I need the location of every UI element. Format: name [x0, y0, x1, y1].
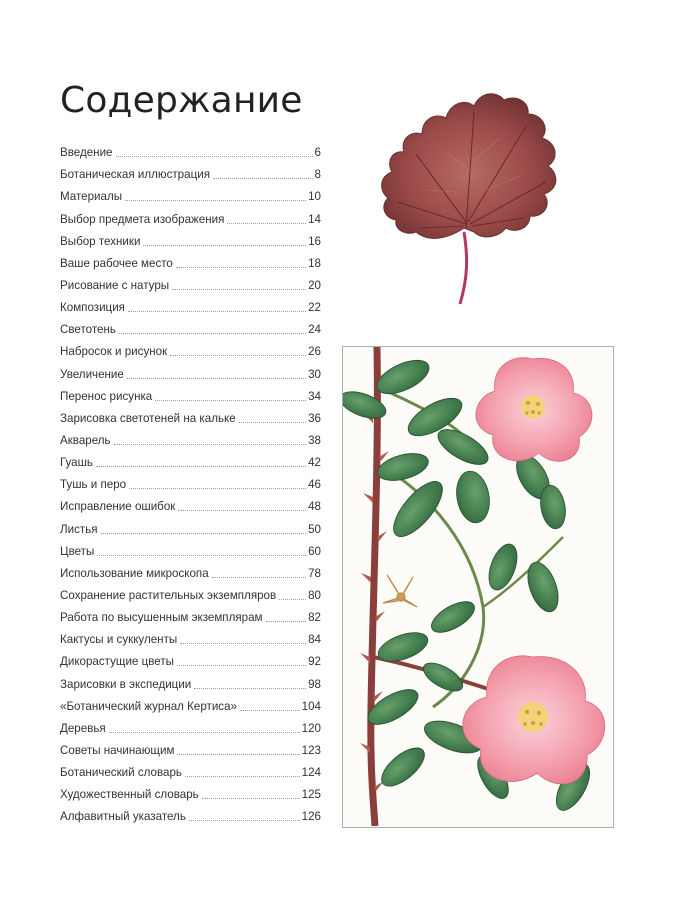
- toc-dot-leader: [96, 466, 306, 467]
- toc-entry-page: 84: [308, 633, 321, 647]
- toc-entry: [60, 692, 321, 714]
- toc-entry: [60, 227, 321, 249]
- rose-illustration-frame: [342, 346, 614, 828]
- toc-entry-title: Набросок и рисунок: [60, 345, 168, 359]
- toc-entry: [60, 714, 321, 736]
- toc-dot-leader: [178, 510, 306, 511]
- toc-dot-leader: [129, 488, 306, 489]
- toc-entry-title: Выбор предмета изображения: [60, 212, 225, 226]
- toc-entry-title: Перенос рисунка: [60, 389, 153, 403]
- toc-dot-leader: [194, 688, 306, 689]
- toc-entry: [60, 581, 321, 603]
- toc-entry-page: 10: [308, 190, 321, 204]
- toc-entry-title: Светотень: [60, 323, 116, 337]
- toc-entry-page: 104: [301, 699, 321, 713]
- toc-entry-page: 124: [301, 766, 321, 780]
- heuchera-leaf-icon: [376, 72, 572, 308]
- toc-entry-page: 22: [308, 301, 321, 315]
- toc-dot-leader: [101, 533, 307, 534]
- toc-entry-title: Акварель: [60, 433, 111, 447]
- toc-entry: [60, 448, 321, 470]
- toc-entry-title: Тушь и перо: [60, 478, 127, 492]
- toc-dot-leader: [127, 378, 306, 379]
- toc-dot-leader: [116, 156, 313, 157]
- toc-entry-title: Листья: [60, 522, 98, 536]
- toc-dot-leader: [170, 355, 306, 356]
- toc-entry-title: Кактусы и суккуленты: [60, 633, 178, 647]
- toc-dot-leader: [155, 400, 306, 401]
- toc-entry-page: 38: [308, 433, 321, 447]
- toc-entry-page: 6: [314, 146, 321, 160]
- toc-entry: [60, 669, 321, 691]
- page-title: Содержание: [60, 80, 303, 121]
- toc-entry: [60, 537, 321, 559]
- toc-entry-title: «Ботанический журнал Кертиса»: [60, 699, 237, 713]
- toc-entry-title: Композиция: [60, 301, 125, 315]
- toc-entry: [60, 802, 321, 824]
- toc-entry: [60, 780, 321, 802]
- toc-dot-leader: [239, 422, 306, 423]
- toc-entry: [60, 382, 321, 404]
- toc-dot-leader: [177, 665, 306, 666]
- toc-dot-leader: [279, 599, 306, 600]
- toc-entry-title: Выбор техники: [60, 234, 141, 248]
- toc-dot-leader: [114, 444, 306, 445]
- toc-entry: [60, 404, 321, 426]
- toc-entry-title: Деревья: [60, 721, 106, 735]
- table-of-contents: [60, 138, 321, 824]
- toc-entry: [60, 559, 321, 581]
- toc-entry: [60, 603, 321, 625]
- toc-entry-page: 125: [301, 788, 321, 802]
- toc-entry-title: Материалы: [60, 190, 123, 204]
- toc-entry: [60, 138, 321, 160]
- toc-entry-page: 98: [308, 677, 321, 691]
- toc-entry: [60, 492, 321, 514]
- toc-entry-page: 24: [308, 323, 321, 337]
- toc-entry: [60, 426, 321, 448]
- toc-entry-page: 123: [301, 743, 321, 757]
- toc-entry-page: 126: [301, 810, 321, 824]
- toc-entry: [60, 359, 321, 381]
- toc-entry: [60, 470, 321, 492]
- toc-entry-page: 16: [308, 234, 321, 248]
- toc-entry-page: 120: [301, 721, 321, 735]
- toc-entry-title: Ботаническая иллюстрация: [60, 168, 210, 182]
- toc-entry: [60, 736, 321, 758]
- toc-dot-leader: [227, 223, 306, 224]
- toc-entry-page: 78: [308, 566, 321, 580]
- toc-dot-leader: [185, 776, 300, 777]
- toc-entry-page: 18: [308, 256, 321, 270]
- toc-entry-title: Художественный словарь: [60, 788, 199, 802]
- toc-entry-page: 30: [308, 367, 321, 381]
- toc-entry: [60, 758, 321, 780]
- toc-entry-title: Зарисовка светотеней на кальке: [60, 411, 236, 425]
- toc-dot-leader: [213, 178, 313, 179]
- leaf-illustration: [376, 72, 572, 308]
- toc-entry: [60, 647, 321, 669]
- toc-dot-leader: [177, 754, 299, 755]
- toc-dot-leader: [176, 267, 306, 268]
- toc-dot-leader: [202, 798, 300, 799]
- toc-entry-title: Увеличение: [60, 367, 124, 381]
- toc-entry-page: 60: [308, 544, 321, 558]
- toc-entry: [60, 271, 321, 293]
- toc-dot-leader: [172, 289, 306, 290]
- toc-entry-page: 8: [314, 168, 321, 182]
- toc-dot-leader: [212, 577, 306, 578]
- toc-entry: [60, 160, 321, 182]
- toc-dot-leader: [109, 732, 300, 733]
- toc-entry-page: 36: [308, 411, 321, 425]
- toc-entry: [60, 315, 321, 337]
- toc-entry-title: Дикорастущие цветы: [60, 655, 174, 669]
- toc-dot-leader: [189, 820, 300, 821]
- toc-entry-page: 46: [308, 478, 321, 492]
- toc-entry-page: 34: [308, 389, 321, 403]
- toc-dot-leader: [143, 245, 306, 246]
- toc-dot-leader: [180, 643, 306, 644]
- toc-dot-leader: [97, 555, 306, 556]
- toc-entry-title: Гуашь: [60, 456, 93, 470]
- toc-entry-title: Использование микроскопа: [60, 566, 209, 580]
- toc-entry-title: Зарисовки в экспедиции: [60, 677, 192, 691]
- toc-entry-page: 92: [308, 655, 321, 669]
- toc-entry-title: Работа по высушенным экземплярам: [60, 611, 263, 625]
- toc-entry: [60, 293, 321, 315]
- toc-entry-page: 82: [308, 611, 321, 625]
- toc-entry-title: Введение: [60, 146, 113, 160]
- toc-entry-title: Ваше рабочее место: [60, 256, 173, 270]
- toc-dot-leader: [266, 621, 307, 622]
- toc-entry-title: Советы начинающим: [60, 743, 175, 757]
- toc-dot-leader: [128, 311, 306, 312]
- wild-rose-icon: [343, 347, 612, 826]
- toc-entry-page: 20: [308, 278, 321, 292]
- toc-entry-title: Цветы: [60, 544, 95, 558]
- toc-entry-page: 50: [308, 522, 321, 536]
- toc-entry-title: Рисование с натуры: [60, 278, 170, 292]
- toc-entry-page: 48: [308, 500, 321, 514]
- toc-entry-title: Сохранение растительных экземпляров: [60, 588, 277, 602]
- toc-entry: [60, 249, 321, 271]
- toc-entry-page: 26: [308, 345, 321, 359]
- toc-dot-leader: [240, 710, 300, 711]
- toc-entry-title: Алфавитный указатель: [60, 810, 186, 824]
- toc-entry: [60, 182, 321, 204]
- toc-dot-leader: [119, 333, 306, 334]
- toc-entry-page: 80: [308, 588, 321, 602]
- toc-entry-title: Исправление ошибок: [60, 500, 176, 514]
- toc-entry: [60, 204, 321, 226]
- toc-entry: [60, 625, 321, 647]
- toc-entry-page: 14: [308, 212, 321, 226]
- toc-entry: [60, 337, 321, 359]
- toc-entry-title: Ботанический словарь: [60, 766, 182, 780]
- toc-entry-page: 42: [308, 456, 321, 470]
- toc-dot-leader: [125, 200, 306, 201]
- toc-entry: [60, 514, 321, 536]
